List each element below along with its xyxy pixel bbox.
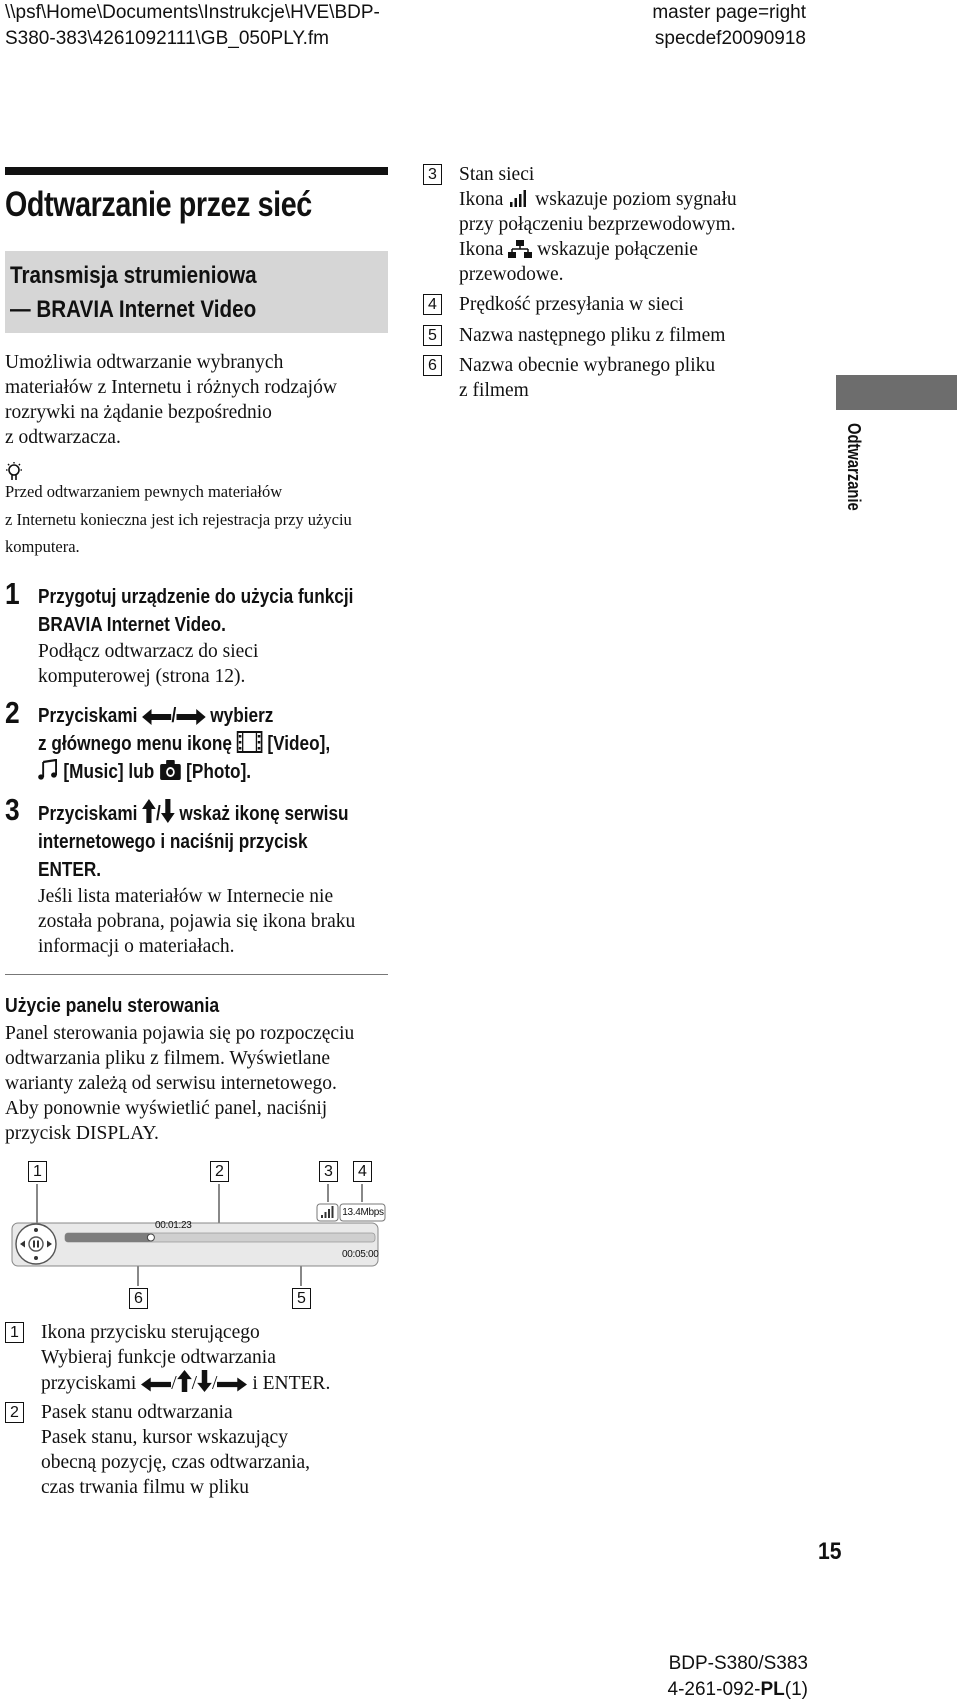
- camera-icon: [159, 759, 181, 781]
- music-note-icon: [38, 759, 59, 781]
- wired-network-icon: [508, 240, 532, 258]
- progress-fill: [65, 1233, 151, 1242]
- callout-4: 4: [353, 1161, 372, 1182]
- arrow-up-icon: [177, 1370, 192, 1392]
- step-number-1: 1: [5, 576, 20, 611]
- control-button-icon: [16, 1224, 56, 1264]
- master-page-header: master page=right specdef20090918: [652, 2, 806, 49]
- arrow-down-icon: [161, 799, 175, 823]
- section-title: Transmisja strumieniowa — BRAVIA Internet Video: [10, 262, 257, 323]
- callout-3: 3: [319, 1161, 338, 1182]
- step-number-3: 3: [5, 792, 20, 827]
- page-title: Odtwarzanie przez sieć: [5, 185, 312, 224]
- signal-strength-icon: [317, 1204, 338, 1221]
- control-panel-diagram: [0, 1150, 400, 1310]
- arrow-down-icon: [197, 1370, 212, 1392]
- panel-paragraph: Panel sterowania pojawia się po rozpoczęciu odtwarzania pliku z filmem. Wyświetlane warianty zależą od serwisu internetowego. Aby ponownie wyświetlić panel, naciśnij przycisk DISPLAY.: [5, 1023, 355, 1144]
- arrow-left-icon: [141, 1377, 171, 1392]
- section-divider: [5, 974, 388, 975]
- arrow-up-icon: [142, 799, 156, 823]
- model-footer: BDP-S380/S383: [668, 1653, 808, 1674]
- callout-6: 6: [129, 1288, 148, 1309]
- callout-1: 1: [28, 1161, 47, 1182]
- title-rule: [5, 167, 388, 175]
- arrow-right-icon: [176, 709, 205, 725]
- legend-item-4: 4 Prędkość przesyłania w sieci: [423, 292, 803, 318]
- step-number-2: 2: [5, 695, 20, 730]
- chapter-tab: [836, 375, 957, 410]
- tip-text: Przed odtwarzaniem pewnych materiałów z Internetu konieczna jest ich rejestracja przy użyciu komputera.: [5, 482, 352, 556]
- legend-item-1: 1 Ikona przycisku sterującego Wybieraj funkcje odtwarzania przyciskami / / / i ENTER.: [5, 1320, 395, 1400]
- progress-cursor: [147, 1234, 154, 1241]
- intro-paragraph: Umożliwia odtwarzanie wybranych materiałów z Internetu i różnych rodzajów rozrywki na żądanie bezpośrednio z odtwarzacza.: [5, 352, 337, 448]
- code-footer: 4-261-092-PL(1): [667, 1679, 808, 1700]
- chapter-label: Odtwarzanie: [844, 423, 864, 511]
- step-3: Przyciskami / wskaż ikonę serwisu internetowego i naciśnij przycisk ENTER. Jeśli lista materiałów w Internecie nie została pobrana, pojawia się ikona braku informacji o materiałach.: [38, 799, 399, 959]
- panel-heading: Użycie panelu sterowania: [5, 995, 220, 1017]
- diagram-graphics: [0, 1150, 400, 1310]
- legend-item-2: 2 Pasek stanu odtwarzania Pasek stanu, kursor wskazujący obecną pozycję, czas odtwarzania, czas trwania filmu w pliku: [5, 1400, 395, 1500]
- video-film-icon: [237, 731, 263, 753]
- step-1: Przygotuj urządzenie do użycia funkcji BRAVIA Internet Video. Podłącz odtwarzacz do sieci komputerowej (strona 12).: [38, 586, 354, 687]
- total-time: 00:05:00: [342, 1249, 379, 1260]
- legend-item-3: 3 Stan sieci Ikona wskazuje poziom sygnału przy połączeniu bezprzewodowym. Ikona wskazuje połączenie przewodowe.: [423, 162, 803, 287]
- elapsed-time: 00:01:23: [155, 1220, 192, 1231]
- legend-item-5: 5 Nazwa następnego pliku z filmem: [423, 323, 803, 349]
- signal-bars-icon: [508, 190, 530, 208]
- file-path-header: \\psf\Home\Documents\Instrukcje\HVE\BDP- S380-383\4261092111\GB_050PLY.fm: [5, 2, 380, 49]
- network-speed: 13.4Mbps: [342, 1207, 384, 1218]
- control-panel-frame: [12, 1223, 378, 1266]
- page-number: 15: [818, 1538, 842, 1565]
- legend-item-6: 6 Nazwa obecnie wybranego pliku z filmem: [423, 353, 803, 405]
- arrow-left-icon: [142, 709, 171, 725]
- step-2: Przyciskami / wybierz z głównego menu ikonę [Video], [Music] lub [Photo].: [38, 705, 331, 783]
- callout-2: 2: [210, 1161, 229, 1182]
- arrow-right-icon: [217, 1377, 247, 1392]
- callout-5: 5: [292, 1288, 311, 1309]
